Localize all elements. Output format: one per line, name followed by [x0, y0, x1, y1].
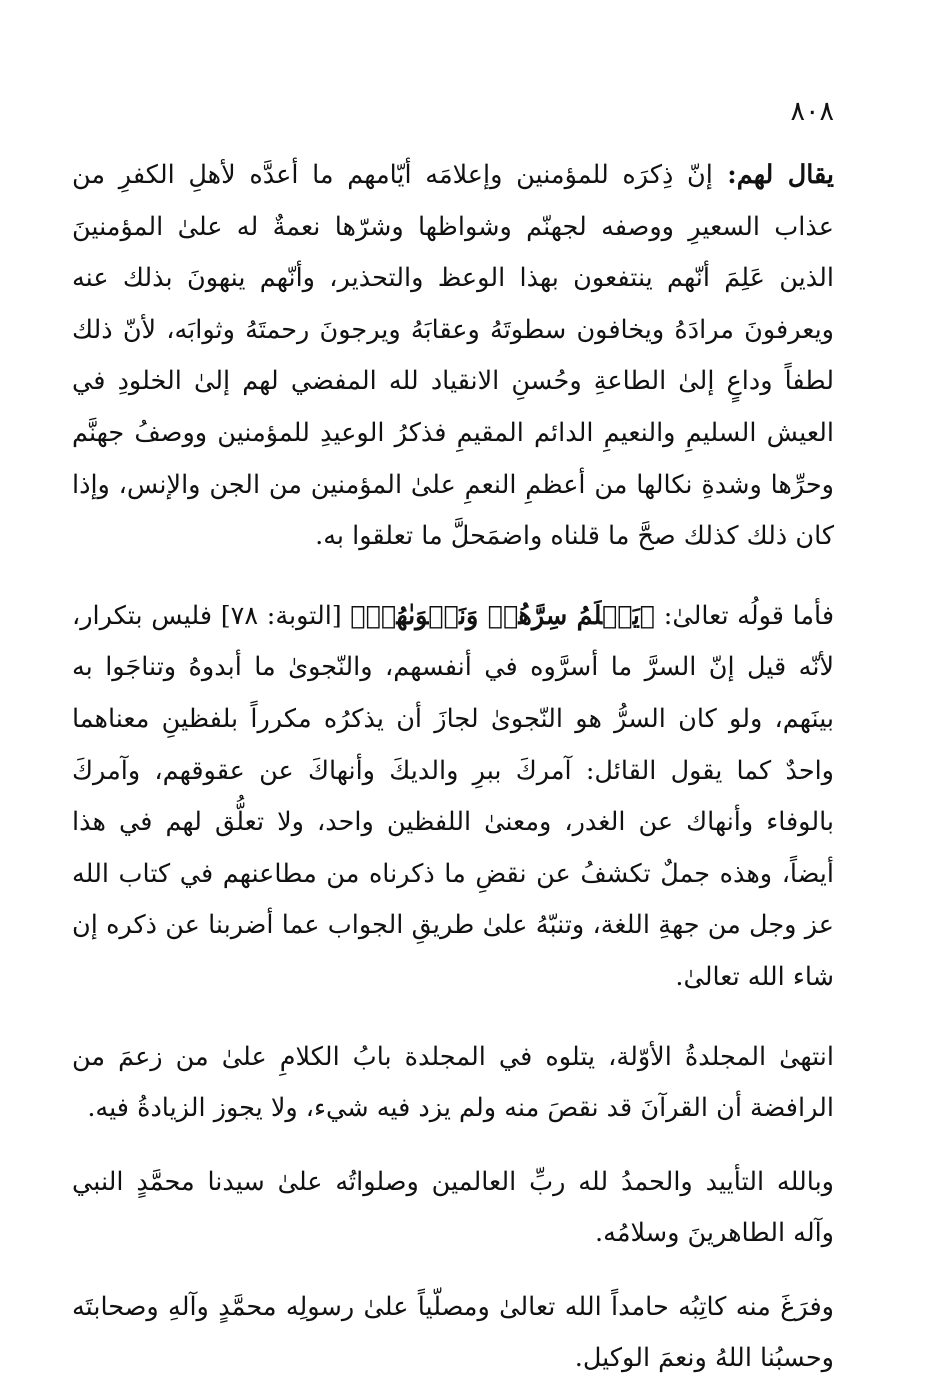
paragraph-2-text: فليس بتكرار، لأنّه قيل إنّ السرَّ ما أسرَّوه في أنفسهم، والنّجوىٰ ما أبدوهُ وتناجَوا به بينَهم، ولو كان السرُّ هو النّجوىٰ لجازَ أن يذكرُه مكرراً بلفظينِ معناهما واحدٌ كما يقول القائل: آمركَ ببرِ والديكَ وأنهاكَ عن عقوقهم، وآمركَ بالوفاء وأنهاك عن الغدر، ومعنىٰ اللفظين واحد، ولا تعلُّق لهم في هذا أيضاً، وهذه جملٌ تكشفُ عن نقضِ ما ذكرناه من مطاعنهم في كتاب الله عز وجل من جهةِ اللغة، وتنبّهُ علىٰ طريقِ الجواب عما أضربنا عن ذكره إن شاء الله تعالىٰ.: [72, 600, 834, 992]
paragraph-5-text: وفرَغَ منه كاتِبُه حامداً الله تعالىٰ ومصلّياً علىٰ رسولِه محمَّدٍ وآلهِ وصحابتَه وحسبُنا اللهُ ونعمَ الوكيل.: [72, 1291, 834, 1374]
paragraph-3: [72, 1032, 834, 1135]
quran-verse: ﴿يَعۡلَمُ سِرَّهُمۡ وَنَجۡوَىٰهُمۡ﴾: [350, 600, 656, 631]
paragraph-4-text: وبالله التأييد والحمدُ لله ربِّ العالمين وصلواتُه علىٰ سيدنا محمَّدٍ النبي وآله الطاهرينَ وسلامُه.: [72, 1166, 834, 1249]
paragraph-2-pre: فأما قولُه تعالىٰ:: [655, 600, 835, 631]
paragraph-4: [72, 1157, 834, 1260]
paragraph-5: [72, 1282, 834, 1385]
paragraph-1-text: إنّ ذِكرَه للمؤمنين وإعلامَه أيّامهم ما أعدَّه لأهلِ الكفرِ من عذاب السعيرِ ووصفه لجهنّم وشواظها وشرّها نعمةٌ له علىٰ المؤمنينَ الذين عَلِمَ أنّهم ينتفعون بهذا الوعظ والتحذير، وأنّهم ينهونَ بذلك عنه ويعرفونَ مرادَهُ ويخافون سطوتَهُ وعقابَهُ ويرجونَ رحمتَهُ وثوابَه، لأنّ ذلك لطفاً وداعٍ إلىٰ الطاعةِ وحُسنِ الانقياد لله المفضي لهم إلىٰ الخلودِ في العيش السليمِ والنعيمِ الدائم المقيمِ فذكرُ الوعيدِ للمؤمنين ووصفُ جهنَّم وحرِّها وشدةِ نكالها من أعظمِ النعمِ علىٰ المؤمنين من الجن والإنس، وإذا كان ذلك كذلك صحَّ ما قلناه واضمَحلَّ ما تعلقوا به.: [72, 160, 834, 552]
paragraph-1-lead: يقال لهم:: [712, 160, 834, 190]
text-body: [72, 150, 834, 1385]
paragraph-2: [72, 591, 834, 1004]
paragraph-1: [72, 150, 834, 563]
paragraph-3-text: انتهىٰ المجلدةُ الأوّلة، يتلوه في المجلدة بابُ الكلامِ علىٰ من زعمَ من الرافضة أن القرآنَ قد نقصَ منه ولم يزد فيه شيء، ولا يجوز الزيادةُ فيه.: [72, 1041, 834, 1124]
quran-reference: [التوبة: ٧٨]: [212, 600, 351, 631]
page-number: ٨٠٨: [790, 96, 834, 127]
